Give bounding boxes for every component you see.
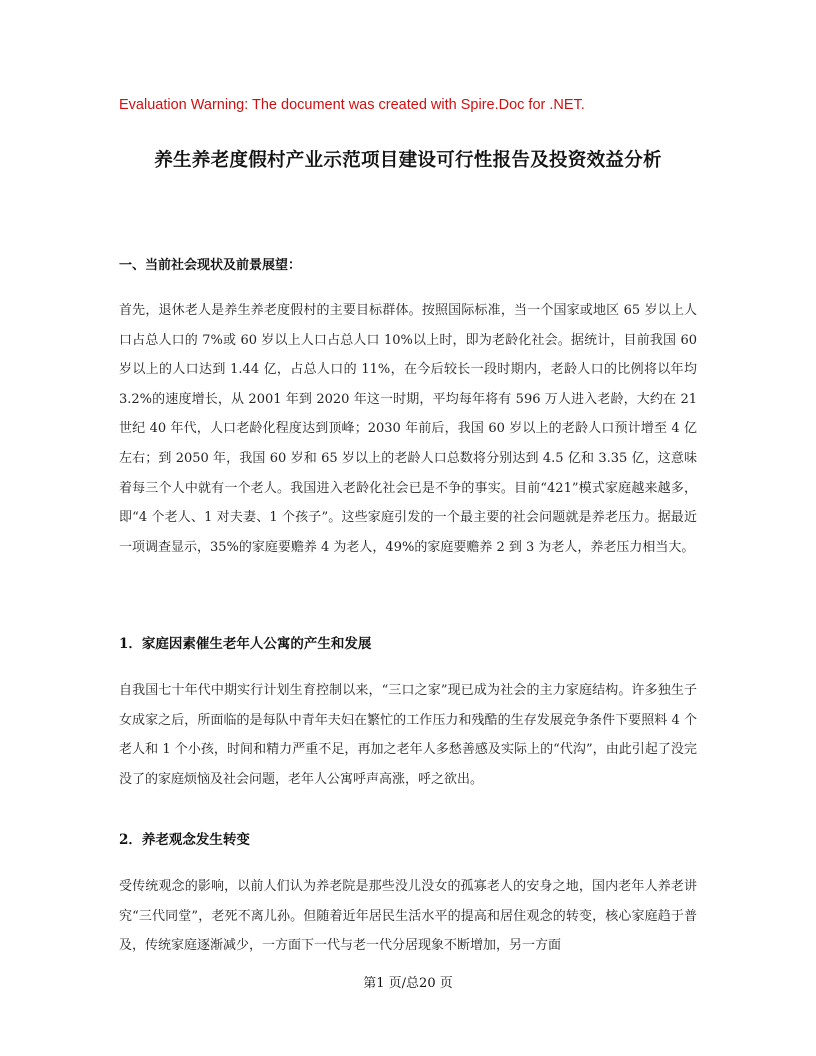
- document-title: 养生养老度假村产业示范项目建设可行性报告及投资效益分析: [154, 150, 662, 171]
- section-heading-concept-change: 2．养老观念发生转变: [119, 832, 250, 848]
- paragraph-aging-population: 首先，退休老人是养生养老度假村的主要目标群体。按照国际标准，当一个国家或地区 65 岁以上人口占总人口的 7%或 60 岁以上人口占总人口 10%以上时，即为老龄化社会。据统计，目前我国 60 岁以上的人口达到 1.44 亿，占总人口的 11%，在今后较长一段时期内，老龄人口的比例将以年均 3.2%的速度增长，从 2001 年到 2020 年这一时期，平均每年将有 596 万人进入老龄，大约在 21 世纪 40 年代，人口老龄化程度达到顶峰；2030 年前后，我国 60 岁以上的老龄人口预计增至 4 亿左右；到 2050 年，我国 60 岁和 65 岁以上的老龄人口总数将分别达到 4.5 亿和 3.35 亿，这意味着每三个人中就有一个老人。我国进入老龄化社会已是不争的事实。目前“421”模式家庭越来越多，即“4 个老人、1 对夫妻、1 个孩子”。这些家庭引发的一个最主要的社会问题就是养老压力。据最近一项调查显示，35%的家庭要赡养 4 为老人，49%的家庭要赡养 2 到 3 为老人，养老压力相当大。: [119, 303, 697, 555]
- section-heading-current-status: 一、当前社会现状及前景展望：: [119, 258, 302, 273]
- page-number-footer: 第1 页/总20 页: [363, 976, 453, 991]
- paragraph-family-factors: 自我国七十年代中期实行计划生育控制以来，“三口之家”现已成为社会的主力家庭结构。许多独生子女成家之后，所面临的是每队中青年夫妇在繁忙的工作压力和残酷的生存发展竞争条件下要照料 4 个老人和 1 个小孩，时间和精力严重不足，再加之老年人多愁善感及实际上的“代沟”，由此引起了没完没了的家庭烦恼及社会问题，老年人公寓呼声高涨，呼之欲出。: [119, 683, 697, 787]
- paragraph-concept-change: 受传统观念的影响，以前人们认为养老院是那些没儿没女的孤寡老人的安身之地，国内老年人养老讲究“三代同堂”，老死不离儿孙。但随着近年居民生活水平的提高和居住观念的转变，核心家庭趋于普及，传统家庭逐渐减少，一方面下一代与老一代分居现象不断增加，另一方面: [119, 879, 697, 954]
- evaluation-warning: Evaluation Warning: The document was created with Spire.Doc for .NET.: [119, 97, 585, 113]
- section-heading-family-factors: 1．家庭因素催生老年人公寓的产生和发展: [119, 636, 372, 652]
